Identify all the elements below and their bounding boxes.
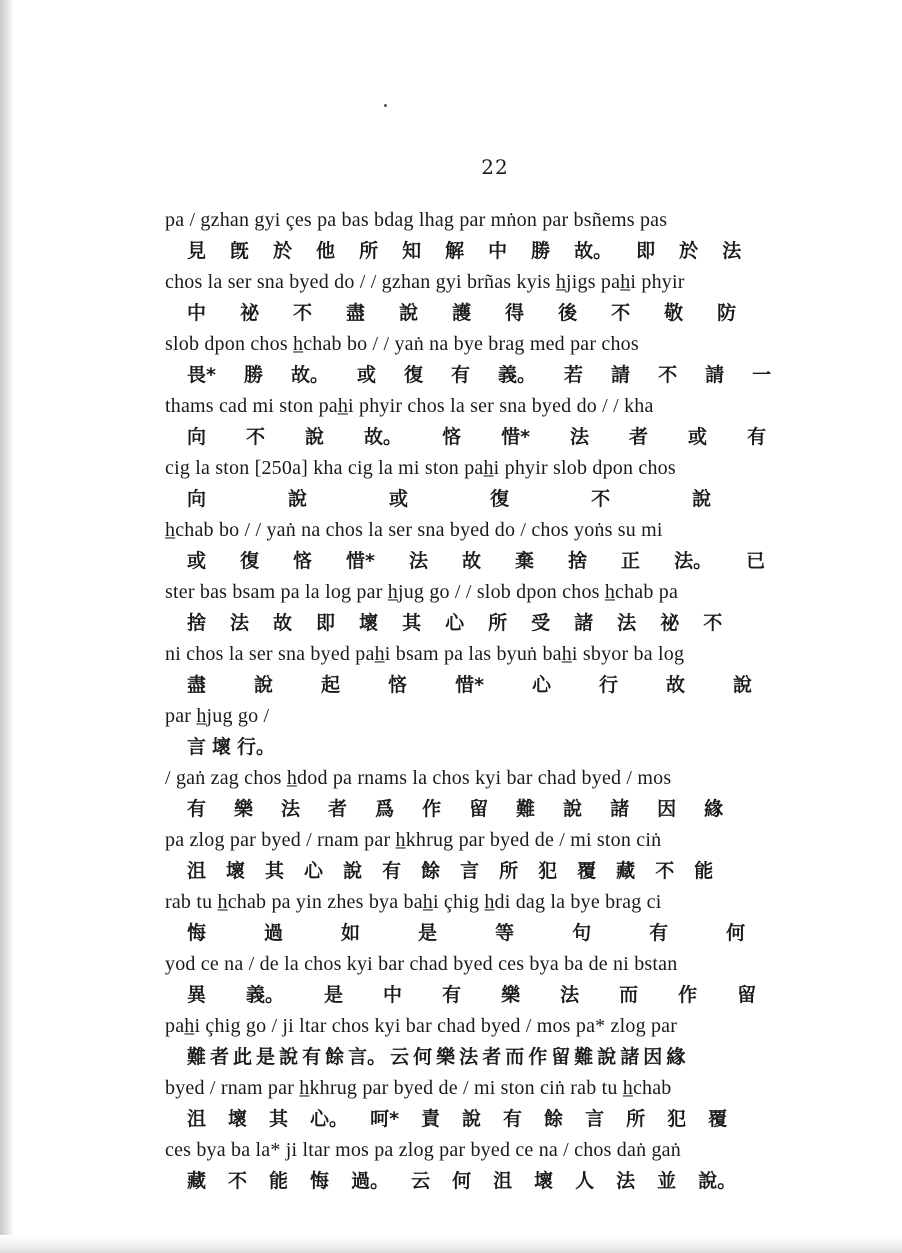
chinese-glyph: 是 (324, 984, 344, 1006)
chinese-glyph: 於 (273, 240, 293, 262)
chinese-glyph: 或 (688, 426, 708, 448)
chinese-glyph: 過 (264, 922, 284, 944)
chinese-glyph: 故 (273, 612, 293, 634)
chinese-glyph: 難 (516, 798, 536, 820)
chinese-glyph: 有 (747, 426, 767, 448)
chinese-glyph: 云 (411, 1170, 431, 1192)
chinese-glyph: 不 (228, 1170, 248, 1192)
chinese-glyph: 沮 (187, 1108, 207, 1130)
chinese-glyph: 難 (187, 1046, 207, 1068)
chinese-glyph: 已 (746, 550, 766, 572)
chinese-glyph: 惜* (346, 550, 375, 572)
chinese-line (165, 1104, 815, 1135)
chinese-glyph: 如 (341, 922, 361, 944)
chinese-glyph: 其 (402, 612, 422, 634)
page-number: 22 (481, 155, 509, 179)
chinese-glyph: 句 (572, 922, 592, 944)
chinese-glyph: 異 (187, 984, 207, 1006)
chinese-glyph: 敬 (664, 302, 684, 324)
chinese-glyph: 者 (629, 426, 649, 448)
chinese-glyph: 他 (316, 240, 336, 262)
text-block (165, 205, 815, 1197)
chinese-glyph: 惜* (455, 674, 484, 696)
tibetan-line: h̲chab bo / / yaṅ na chos la ser sna byed do / chos yoṅs su mi (165, 519, 663, 541)
chinese-glyph: 說。 (698, 1170, 737, 1192)
chinese-line (165, 1042, 815, 1073)
chinese-glyph: 所 (488, 612, 508, 634)
chinese-glyph: 等 (495, 922, 515, 944)
chinese-glyph: 得 (505, 302, 525, 324)
chinese-glyph: 或 (389, 488, 409, 510)
chinese-line (165, 732, 815, 763)
chinese-glyph: 作 (678, 984, 698, 1006)
chinese-glyph: 中 (383, 984, 403, 1006)
chinese-glyph: 心 (532, 674, 552, 696)
chinese-line (165, 794, 815, 825)
chinese-glyph: 有 (382, 860, 402, 882)
chinese-glyph: 悔 (310, 1170, 330, 1192)
chinese-glyph: 法 (617, 612, 637, 634)
chinese-glyph: 心 (304, 860, 324, 882)
chinese-glyph: 能 (694, 860, 714, 882)
chinese-glyph: 難 (574, 1046, 594, 1068)
chinese-glyph: 法 (570, 426, 590, 448)
chinese-glyph: 樂 (436, 1046, 456, 1068)
chinese-glyph: 法 (459, 1046, 479, 1068)
chinese-glyph: 說 (279, 1046, 299, 1068)
chinese-glyph: 祕 (660, 612, 680, 634)
chinese-glyph: 責 (421, 1108, 441, 1130)
chinese-glyph: 覆 (708, 1108, 728, 1130)
tibetan-line: / gaṅ zag chos h̲dod pa rnams la chos kyi bar chad byed / mos (165, 767, 672, 789)
tibetan-line: pa zlog par byed / rnam par h̲khrug par byed de / mi ston ciṅ (165, 829, 662, 851)
chinese-line (165, 856, 815, 887)
chinese-glyph: 一 (752, 364, 772, 386)
chinese-glyph: 盡 (346, 302, 366, 324)
chinese-glyph: 心 (445, 612, 465, 634)
chinese-glyph: 起 (321, 674, 341, 696)
chinese-glyph: 壞 (212, 736, 232, 758)
tibetan-line: thams cad mi ston pah̲i phyir chos la ser sna byed do / / kha (165, 395, 654, 417)
tibetan-line: ni chos la ser sna byed pah̲i bsam pa las byuṅ bah̲i sbyor ba log (165, 643, 685, 665)
chinese-glyph: 中 (187, 302, 207, 324)
chinese-glyph: 旣 (230, 240, 250, 262)
chinese-glyph: 行。 (237, 736, 276, 758)
chinese-glyph: 沮 (493, 1170, 513, 1192)
chinese-glyph: 不 (293, 302, 313, 324)
chinese-glyph: 說 (733, 674, 753, 696)
chinese-glyph: 留 (469, 798, 489, 820)
chinese-glyph: 法 (560, 984, 580, 1006)
chinese-glyph: 行 (599, 674, 619, 696)
chinese-glyph: 者 (210, 1046, 230, 1068)
chinese-glyph: 有 (451, 364, 471, 386)
chinese-glyph: 悔 (187, 922, 207, 944)
chinese-glyph: 壞 (226, 860, 246, 882)
tibetan-line: chos la ser sna byed do / / gzhan gyi brñas kyis h̲jigs pah̲i phyir (165, 271, 685, 293)
chinese-glyph: 棄 (515, 550, 535, 572)
chinese-glyph: 餘 (421, 860, 441, 882)
chinese-glyph: 悋 (442, 426, 462, 448)
chinese-glyph: 藏 (616, 860, 636, 882)
chinese-glyph: 因 (657, 798, 677, 820)
chinese-glyph: 餘 (544, 1108, 564, 1130)
chinese-glyph: 復 (240, 550, 260, 572)
chinese-glyph: 於 (679, 240, 699, 262)
chinese-glyph: 所 (499, 860, 519, 882)
chinese-glyph: 作 (528, 1046, 548, 1068)
chinese-glyph: 有 (649, 922, 669, 944)
chinese-glyph: 不 (611, 302, 631, 324)
chinese-glyph: 解 (445, 240, 465, 262)
tibetan-line: yod ce na / de la chos kyi bar chad byed ces bya ba de ni bstan (165, 953, 678, 975)
chinese-glyph: 若 (564, 364, 584, 386)
chinese-glyph: 說 (305, 426, 325, 448)
chinese-line (165, 360, 815, 391)
chinese-line (165, 918, 815, 949)
chinese-glyph: 義。 (246, 984, 285, 1006)
chinese-glyph: 緣 (666, 1046, 686, 1068)
chinese-glyph: 向 (187, 426, 207, 448)
chinese-glyph: 或 (187, 550, 207, 572)
chinese-glyph: 留 (551, 1046, 571, 1068)
chinese-glyph: 人 (575, 1170, 595, 1192)
chinese-glyph: 祕 (240, 302, 260, 324)
chinese-glyph: 樂 (234, 798, 254, 820)
chinese-line (165, 670, 815, 701)
chinese-glyph: 是 (418, 922, 438, 944)
chinese-line (165, 422, 815, 453)
chinese-glyph: 法 (722, 240, 742, 262)
tibetan-line: ster bas bsam pa la log par h̲jug go / / slob dpon chos h̲chab pa (165, 581, 679, 603)
chinese-glyph: 何 (413, 1046, 433, 1068)
chinese-glyph: 復 (490, 488, 510, 510)
tibetan-line: slob dpon chos h̲chab bo / / yaṅ na bye brag med par chos (165, 333, 639, 355)
paper-speck (384, 104, 387, 107)
chinese-glyph: 言 (460, 860, 480, 882)
tibetan-line: byed / rnam par h̲khrug par byed de / mi ston ciṅ rab tu h̲chab (165, 1077, 672, 1099)
chinese-glyph: 捨 (187, 612, 207, 634)
chinese-glyph: 後 (558, 302, 578, 324)
chinese-glyph: 法。 (674, 550, 713, 572)
chinese-glyph: 義。 (498, 364, 537, 386)
chinese-glyph: 所 (359, 240, 379, 262)
chinese-glyph: 法 (281, 798, 301, 820)
chinese-glyph: 畏* (187, 364, 216, 386)
chinese-glyph: 勝 (531, 240, 551, 262)
chinese-glyph: 不 (703, 612, 723, 634)
chinese-glyph: 說 (692, 488, 712, 510)
chinese-line (165, 1166, 815, 1197)
chinese-glyph: 留 (737, 984, 757, 1006)
chinese-glyph: 即 (316, 612, 336, 634)
chinese-glyph: 故 (666, 674, 686, 696)
chinese-glyph: 過。 (351, 1170, 390, 1192)
chinese-line (165, 546, 815, 577)
chinese-glyph: 悋 (388, 674, 408, 696)
chinese-glyph: 爲 (375, 798, 395, 820)
chinese-glyph: 此 (233, 1046, 253, 1068)
chinese-glyph: 防 (717, 302, 737, 324)
chinese-glyph: 向 (187, 488, 207, 510)
chinese-glyph: 諸 (610, 798, 630, 820)
chinese-glyph: 而 (619, 984, 639, 1006)
chinese-glyph: 法 (616, 1170, 636, 1192)
chinese-line (165, 608, 815, 639)
chinese-line (165, 980, 815, 1011)
chinese-glyph: 言。 (348, 1046, 387, 1068)
chinese-glyph: 惜* (501, 426, 531, 448)
chinese-glyph: 或 (356, 364, 376, 386)
chinese-glyph: 有 (503, 1108, 523, 1130)
chinese-glyph: 心。 (310, 1108, 349, 1130)
chinese-glyph: 其 (269, 1108, 289, 1130)
chinese-glyph: 樂 (501, 984, 521, 1006)
chinese-glyph: 捨 (568, 550, 588, 572)
chinese-glyph: 餘 (325, 1046, 345, 1068)
chinese-glyph: 其 (265, 860, 285, 882)
chinese-glyph: 者 (328, 798, 348, 820)
page-left-edge-shadow (0, 0, 14, 1253)
chinese-glyph: 盡 (187, 674, 207, 696)
chinese-glyph: 知 (402, 240, 422, 262)
chinese-glyph: 復 (403, 364, 423, 386)
chinese-glyph: 壞 (534, 1170, 554, 1192)
tibetan-line: ces bya ba la* ji ltar mos pa zlog par byed ce na / chos daṅ gaṅ (165, 1139, 681, 1161)
chinese-glyph: 說 (563, 798, 583, 820)
chinese-glyph: 並 (657, 1170, 677, 1192)
chinese-glyph: 云 (390, 1046, 410, 1068)
chinese-glyph: 受 (531, 612, 551, 634)
chinese-glyph: 有 (302, 1046, 322, 1068)
chinese-line (165, 298, 815, 329)
chinese-glyph: 悋 (293, 550, 313, 572)
chinese-glyph: 故。 (364, 426, 403, 448)
chinese-glyph: 沮 (187, 860, 207, 882)
chinese-glyph: 法 (408, 550, 428, 572)
tibetan-line: pah̲i çhig go / ji ltar chos kyi bar chad byed / mos pa* zlog par (165, 1015, 678, 1037)
chinese-glyph: 何 (726, 922, 746, 944)
chinese-glyph: 勝 (243, 364, 263, 386)
chinese-glyph: 請 (705, 364, 725, 386)
chinese-glyph: 正 (621, 550, 641, 572)
chinese-glyph: 犯 (538, 860, 558, 882)
chinese-glyph: 而 (505, 1046, 525, 1068)
tibetan-line: par h̲jug go / (165, 705, 270, 727)
chinese-glyph: 說 (254, 674, 274, 696)
chinese-glyph: 說 (597, 1046, 617, 1068)
chinese-glyph: 說 (343, 860, 363, 882)
chinese-glyph: 有 (187, 798, 207, 820)
chinese-glyph: 故 (462, 550, 482, 572)
chinese-glyph: 何 (452, 1170, 472, 1192)
page-bottom-edge-shadow (0, 1235, 902, 1253)
chinese-glyph: 言 (187, 736, 207, 758)
chinese-glyph: 不 (591, 488, 611, 510)
chinese-glyph: 故。 (574, 240, 613, 262)
chinese-glyph: 呵* (370, 1108, 399, 1130)
chinese-glyph: 言 (585, 1108, 605, 1130)
chinese-glyph: 犯 (667, 1108, 687, 1130)
chinese-glyph: 說 (462, 1108, 482, 1130)
tibetan-line: pa / gzhan gyi çes pa bas bdag lhag par mṅon par bsñems pas (165, 209, 668, 231)
chinese-glyph: 護 (452, 302, 472, 324)
chinese-glyph: 請 (611, 364, 631, 386)
chinese-glyph: 能 (269, 1170, 289, 1192)
chinese-glyph: 作 (422, 798, 442, 820)
tibetan-line: rab tu h̲chab pa yin zhes bya bah̲i çhig h̲di dag la bye brag ci (165, 891, 662, 913)
chinese-glyph: 見 (187, 240, 207, 262)
chinese-glyph: 者 (482, 1046, 502, 1068)
chinese-glyph: 覆 (577, 860, 597, 882)
chinese-glyph: 因 (643, 1046, 663, 1068)
chinese-glyph: 壞 (228, 1108, 248, 1130)
chinese-glyph: 說 (288, 488, 308, 510)
tibetan-line: cig la ston [250a] kha cig la mi ston pah̲i phyir slob dpon chos (165, 457, 676, 479)
chinese-glyph: 是 (256, 1046, 276, 1068)
chinese-line (165, 484, 815, 515)
chinese-glyph: 說 (399, 302, 419, 324)
chinese-glyph: 諸 (574, 612, 594, 634)
chinese-glyph: 中 (488, 240, 508, 262)
chinese-glyph: 不 (658, 364, 678, 386)
chinese-glyph: 法 (230, 612, 250, 634)
chinese-glyph: 所 (626, 1108, 646, 1130)
chinese-line (165, 236, 815, 267)
chinese-glyph: 不 (246, 426, 266, 448)
chinese-glyph: 有 (442, 984, 462, 1006)
chinese-glyph: 不 (655, 860, 675, 882)
chinese-glyph: 故。 (290, 364, 329, 386)
chinese-glyph: 即 (636, 240, 656, 262)
chinese-glyph: 壞 (359, 612, 379, 634)
chinese-glyph: 緣 (704, 798, 724, 820)
chinese-glyph: 諸 (620, 1046, 640, 1068)
chinese-glyph: 藏 (187, 1170, 207, 1192)
